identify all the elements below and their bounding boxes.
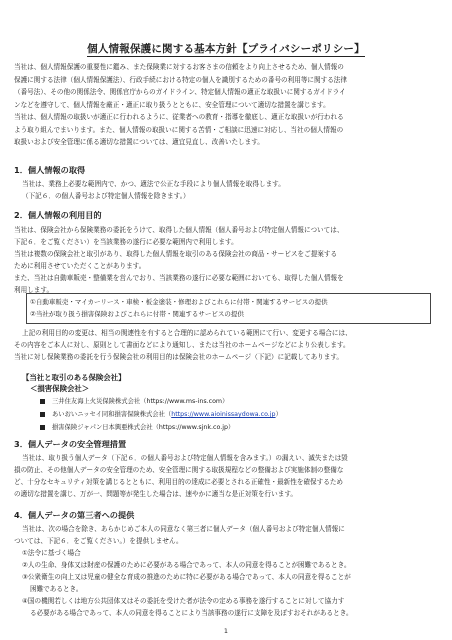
section-2-text: ために利用させていただくことがあります。: [14, 262, 146, 270]
insurer-link[interactable]: https://www.aioinissaydowa.co.jp: [171, 411, 276, 418]
section-2-after: 上記の利用目的の変更は、相当の関連性を有すると合理的に認められている範囲にて行い、変更する場合には、: [22, 329, 352, 337]
intro-line: （番号法）、その他の関係法令、関係官庁からのガイドライン、特定個人情報の適正な取扱いに関するガイドライ: [14, 88, 346, 96]
insurers-heading: 【当社と取引のある保険会社】: [22, 373, 126, 382]
page-title: 個人情報保護に関する基本方針【プライバシーポリシー】: [87, 43, 365, 55]
insurer-name: あいおいニッセイ同和損害保険株式会社: [52, 411, 165, 418]
section-3-text: の適切な措置を講じ、万が一、問題等が発生した場合は、速やかに適当な是正対策を行います。: [14, 490, 298, 498]
section-3-heading: 3．個人データの安全管理措置: [14, 439, 127, 449]
bullet-square-icon: [40, 412, 45, 417]
section-2-text: 利用します。: [14, 286, 54, 294]
section-4-item: ①法令に基づく場合: [22, 549, 81, 557]
insurer-row: 三井住友海上火災保険株式会社（https://www.ms-ins.com）: [40, 396, 228, 407]
section-2-after: 当社に対し保険業務の委託を行う保険会社の利用目的は保険会社のホームページ（下記）に記載してあります。: [14, 353, 344, 361]
insurer-row: あいおいニッセイ同和損害保険株式会社（https://www.aioinissaydowa.co.jp）: [40, 409, 282, 420]
section-2-after: その内容をご本人に対し、原則として書面などにより通知し、または当社のホームページなどにより公表します。: [14, 341, 350, 349]
purpose-item: ①自動車販売・マイカーリース・車検・板金塗装・修理およびこれらに付帯・関連するサービスの提供: [30, 298, 328, 306]
section-2-text: 当社は複数の保険会社と取引があり、取得した個人情報を取引のある保険会社の商品・サービスをご提案する: [14, 250, 338, 258]
section-3-text: 損の防止、その他個人データの安全管理のため、安全管理に関する取扱規程などの整備および実施体制の整備な: [14, 466, 344, 474]
purpose-box: [26, 293, 431, 324]
intro-line: 当社は、個人情報の取扱いが適正に行われるように、従業者への教育・指導を徹底し、適正な取扱いが行われる: [14, 113, 344, 121]
section-1-text: 当社は、業務上必要な範囲内で、かつ、適法で公正な手段により個人情報を取得します。: [22, 180, 285, 188]
insurer-url[interactable]: https://www.sjnk.co.jp: [158, 424, 228, 431]
section-1-heading: 1．個人情報の取得: [14, 165, 86, 175]
intro-line: 取扱いおよび安全管理に係る適切な措置については、適宜見直し、改善いたします。: [14, 138, 264, 146]
insurer-name: 三井住友海上火災保険株式会社: [52, 398, 141, 405]
intro-line: ンなどを遵守して、個人情報を厳正・適正に取り扱うとともに、安全管理について適切な措置を講じます。: [14, 101, 330, 109]
intro-line: 当社は、個人情報保護の重要性に鑑み、また保険業に対するお客さまの信頼をより向上させるため、個人情報の: [14, 63, 344, 71]
insurers-subheading: ＜損害保険会社＞: [30, 384, 90, 393]
section-4-item: ③公衆衛生の向上又は児童の健全な育成の推進のために特に必要がある場合であって、本人の同意を得ることが: [22, 573, 351, 581]
section-4-text: 当社は、次の場合を除き、あらかじめご本人の同意なく第三者に個人データ（個人番号および特定個人情報に: [22, 525, 345, 533]
section-4-item: 困難であるとき。: [30, 585, 83, 593]
section-4-item: ④国の機関若しくは地方公共団体又はその委託を受けた者が法令の定める事務を遂行することに対して協力す: [22, 597, 345, 605]
section-4-item: る必要がある場合であって、本人の同意を得ることにより当該事務の遂行に支障を及ぼすおそれがあるとき。: [30, 609, 353, 617]
purpose-item: ②当社が取り扱う損害保険およびこれらに付帯・関連するサービスの提供: [30, 310, 244, 318]
bullet-square-icon: [40, 425, 45, 430]
section-3-text: 当社は、取り扱う個人データ（下記６．の個人番号および特定個人情報を含みます。）の漏えい、滅失または毀: [22, 454, 348, 462]
section-2-heading: 2．個人情報の利用目的: [14, 210, 102, 220]
section-2-text: 当社は、保険会社から保険業務の委託をうけて、取得した個人情報（個人番号および特定個人情報については、: [14, 226, 344, 234]
section-2-text: 下記６．をご覧ください）を当該業務の遂行に必要な範囲内で利用します。: [14, 238, 238, 246]
section-4-text: ついては、下記６．をご覧ください。）を提供しません。: [14, 537, 183, 545]
insurer-name: 損害保険ジャパン日本興亜株式会社: [52, 424, 153, 431]
section-3-text: ど、十分なセキュリティ対策を講じるとともに、利用目的の達成に必要とされる正確性・最新性を確保するため: [14, 478, 344, 486]
section-4-heading: 4．個人データの第三者への提供: [14, 510, 135, 520]
section-4-item: ②人の生命、身体又は財産の保護のために必要がある場合であって、本人の同意を得ることが困難であるとき。: [22, 561, 351, 569]
bullet-square-icon: [40, 399, 45, 404]
insurer-row: 損害保険ジャパン日本興亜株式会社（https://www.sjnk.co.jp）: [40, 422, 234, 433]
page-number: 1: [223, 627, 229, 635]
intro-line: 保護に関する法律（個人情報保護法）、行政手続における特定の個人を識別するための番号の利用等に関する法律: [14, 76, 347, 84]
section-2-text: また、当社は自動車販売・整備業を営んでおり、当該業務の遂行に必要な範囲においても、取得した個人情報を: [14, 274, 344, 282]
insurer-url[interactable]: https://www.ms-ins.com: [146, 398, 223, 405]
section-1-text: （下記６．の個人番号および特定個人情報を除きます。）: [22, 192, 190, 200]
intro-line: よう取り組んでまいります。また、個人情報の取扱いに関する苦情・ご相談に迅速に対応し、当社の個人情報の: [14, 126, 344, 134]
